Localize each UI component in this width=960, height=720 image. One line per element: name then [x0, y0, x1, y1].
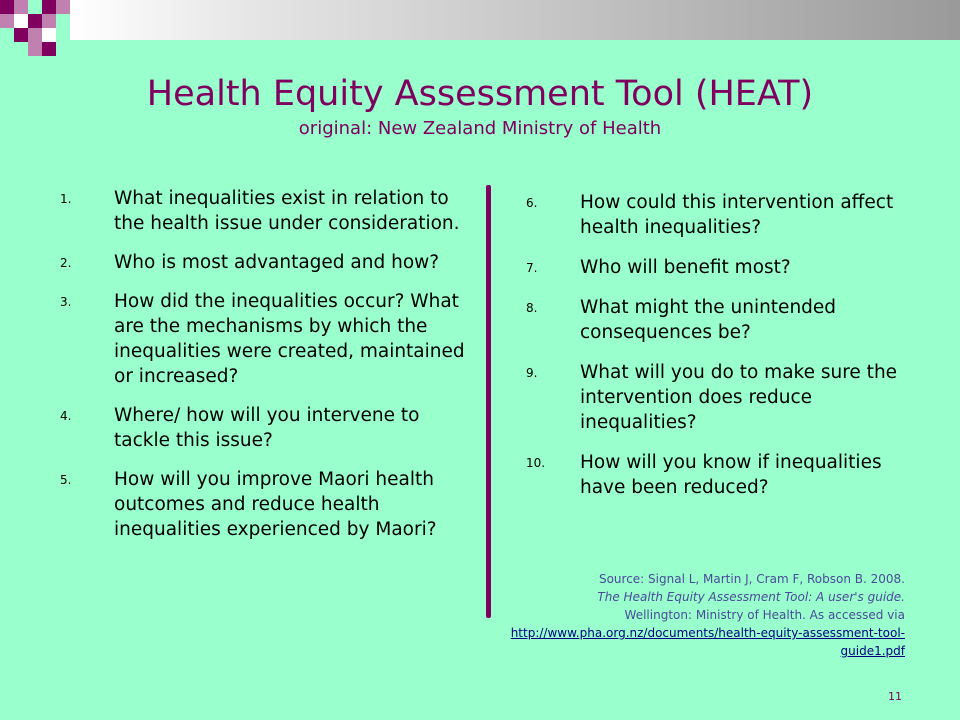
decor-square — [14, 28, 28, 42]
question-text: How could this intervention affect health inequalities? — [580, 192, 894, 238]
decor-square — [0, 14, 14, 28]
list-item — [526, 450, 906, 500]
decor-square — [42, 28, 56, 42]
item-number: 3. — [60, 295, 72, 309]
slide-subtitle: original: New Zealand Ministry of Health — [298, 118, 662, 139]
question-text: How will you improve Maori health outcomes and reduce health inequalities experienced by Maori? — [114, 469, 437, 540]
header-gradient-bar — [70, 0, 960, 40]
question-text: How did the inequalities occur? What are the mechanisms by which the inequalities were created, maintained or increased? — [114, 291, 465, 387]
decor-square — [28, 14, 42, 28]
list-item — [60, 403, 472, 453]
question-text: Where/ how will you intervene to tackle this issue? — [114, 405, 420, 451]
title-block — [0, 72, 960, 142]
source-book-title: The Health Equity Assessment Tool: A user's guide. — [597, 590, 905, 604]
item-number: 10. — [526, 456, 546, 470]
item-number: 4. — [60, 409, 72, 423]
list-item — [60, 467, 472, 542]
question-text: How will you know if inequalities have been reduced? — [580, 452, 882, 498]
list-item — [526, 190, 906, 240]
decor-square — [14, 14, 28, 28]
source-line: Wellington: Ministry of Health. As accessed via — [624, 608, 905, 622]
item-number: 7. — [526, 261, 538, 275]
list-item — [526, 255, 906, 280]
source-citation — [505, 570, 905, 660]
item-number: 8. — [526, 301, 538, 315]
list-item — [60, 289, 472, 389]
decor-square — [42, 0, 56, 14]
source-link[interactable]: http://www.pha.org.nz/documents/health-equity-assessment-tool-guide1.pdf — [510, 626, 905, 658]
questions-list-right — [526, 190, 906, 515]
source-line — [505, 588, 905, 606]
slide-title: Health Equity Assessment Tool (HEAT) — [146, 74, 814, 114]
decor-square — [28, 28, 42, 42]
decor-square — [0, 0, 14, 14]
item-number: 2. — [60, 256, 72, 270]
question-text: Who will benefit most? — [580, 257, 791, 278]
question-text: What inequalities exist in relation to the health issue under consideration. — [114, 188, 460, 234]
question-text: What will you do to make sure the intervention does reduce inequalities? — [580, 362, 898, 433]
questions-list-left — [60, 186, 472, 556]
question-text: What might the unintended consequences be? — [580, 297, 837, 343]
list-item — [526, 360, 906, 435]
item-number: 6. — [526, 196, 538, 210]
decor-square — [14, 0, 28, 14]
item-number: 1. — [60, 192, 72, 206]
list-item — [60, 186, 472, 236]
question-text: Who is most advantaged and how? — [114, 252, 440, 273]
source-line: Source: Signal L, Martin J, Cram F, Robson B. 2008. — [598, 572, 905, 586]
page-number: 11 — [888, 690, 902, 703]
decor-square — [28, 42, 42, 56]
item-number: 9. — [526, 366, 538, 380]
decor-square — [56, 0, 70, 14]
decor-square — [42, 14, 56, 28]
list-item — [526, 295, 906, 345]
list-item — [60, 250, 472, 275]
column-divider — [486, 185, 491, 618]
source-link-wrap — [505, 624, 905, 660]
decor-square — [42, 42, 56, 56]
item-number: 5. — [60, 473, 72, 487]
